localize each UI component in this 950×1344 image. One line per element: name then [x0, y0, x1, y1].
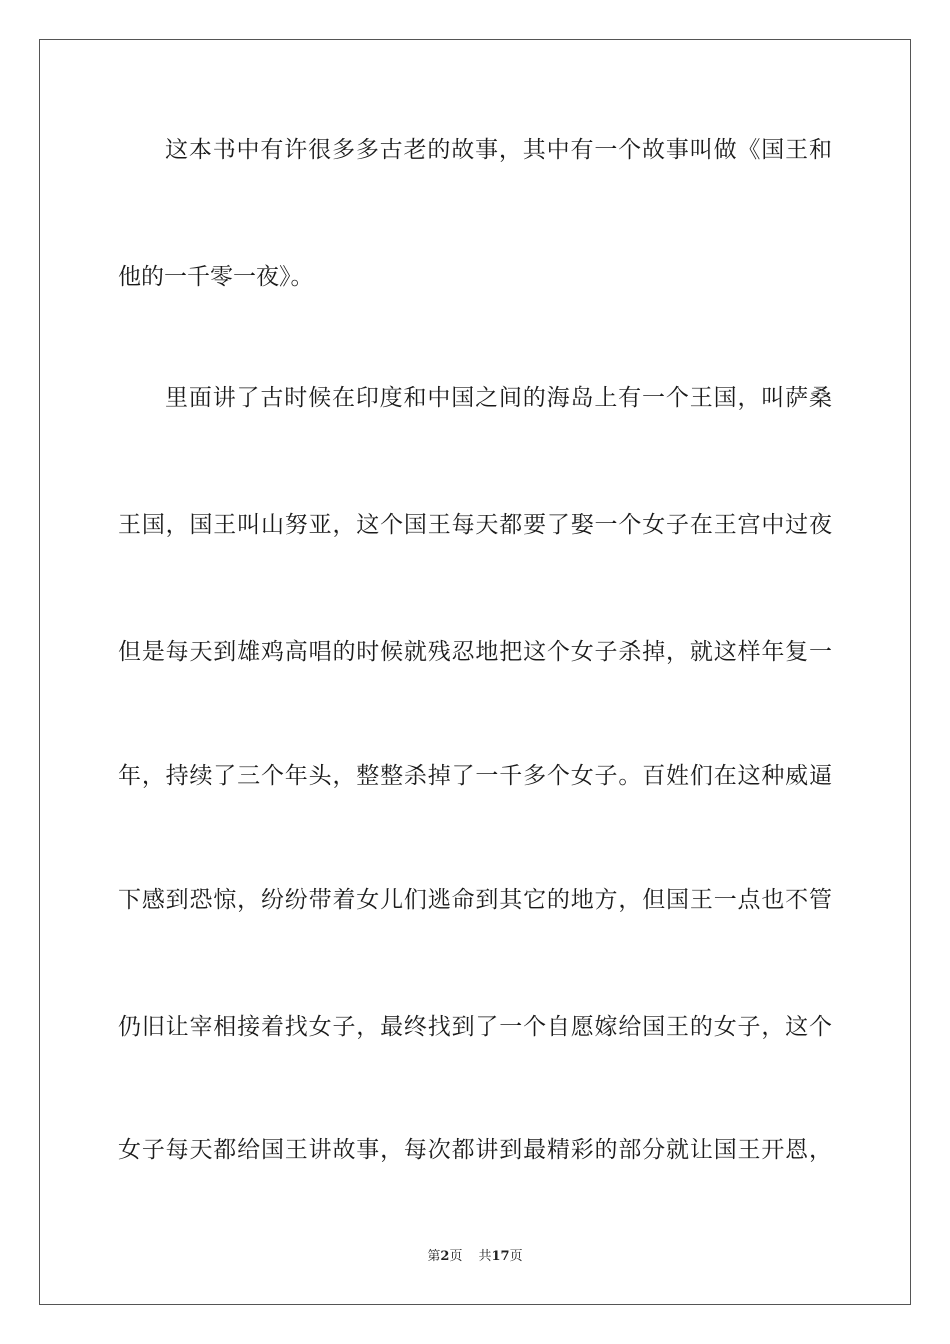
- page-prefix: 第: [427, 1249, 441, 1264]
- paragraph-line: 仍旧让宰相接着找女子，最终找到了一个自愿嫁给国王的女子，这个: [118, 1014, 832, 1040]
- paragraph-line: 下感到恐惊，纷纷带着女儿们逃命到其它的地方，但国王一点也不管: [118, 887, 832, 913]
- page-suffix: 页: [449, 1249, 463, 1264]
- page-number: 2: [440, 1249, 450, 1264]
- paragraph-line: 但是每天到雄鸡高唱的时候就残忍地把这个女子杀掉，就这样年复一: [118, 639, 832, 665]
- total-pages: 17: [491, 1249, 510, 1264]
- total-suffix: 页: [509, 1249, 523, 1264]
- paragraph-line: 女子每天都给国王讲故事，每次都讲到最精彩的部分就让国王开恩，: [118, 1137, 832, 1163]
- paragraph-line: 王国，国王叫山努亚，这个国王每天都要了娶一个女子在王宫中过夜: [118, 512, 832, 538]
- page-footer: [0, 1248, 950, 1266]
- page-border: [39, 39, 911, 1305]
- paragraph-line: 里面讲了古时候在印度和中国之间的海岛上有一个王国，叫萨桑: [165, 385, 832, 411]
- total-prefix: 共: [478, 1249, 492, 1264]
- paragraph-line: 这本书中有许很多多古老的故事，其中有一个故事叫做《国王和: [165, 137, 832, 163]
- paragraph-line: 他的一千零一夜》。: [118, 264, 314, 290]
- paragraph-line: 年，持续了三个年头，整整杀掉了一千多个女子。百姓们在这种威逼: [118, 763, 832, 789]
